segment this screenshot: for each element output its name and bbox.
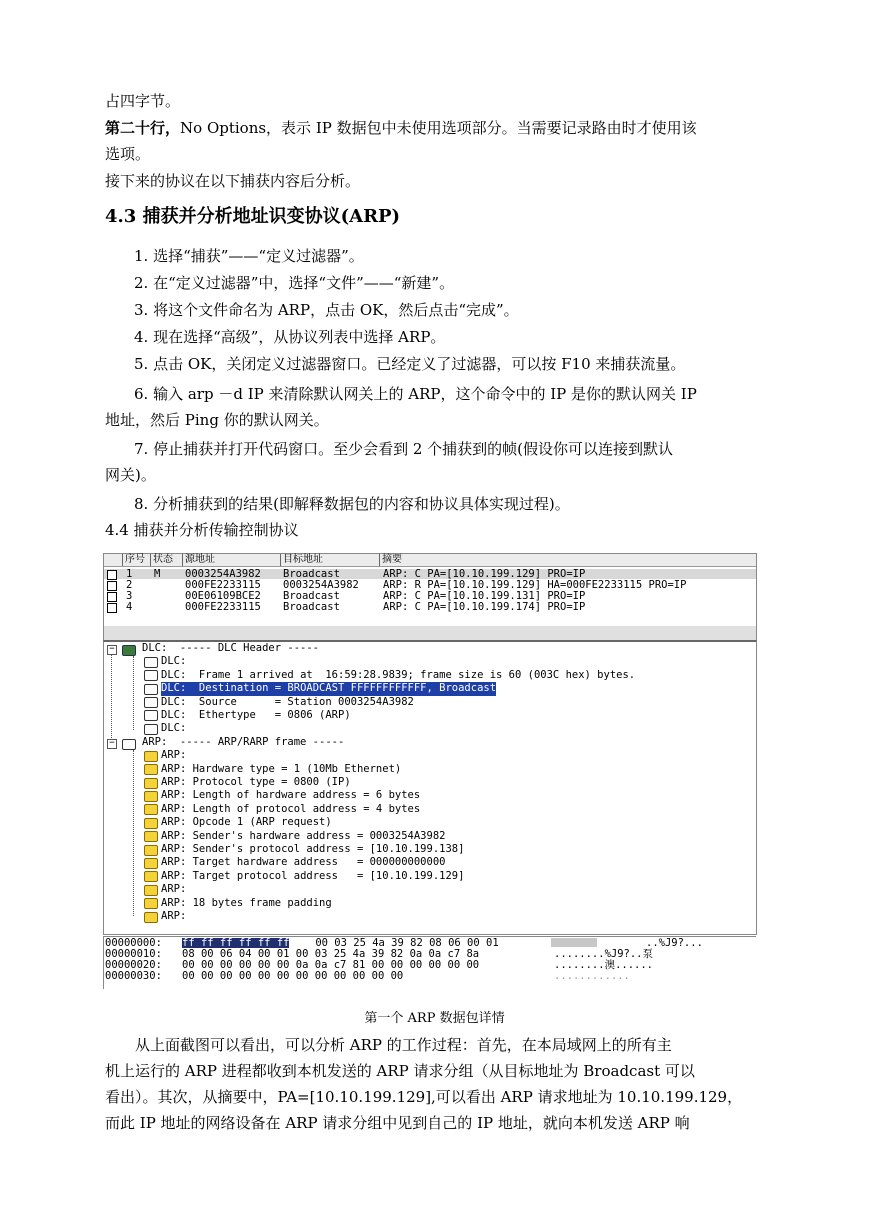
detail-tree bbox=[103, 640, 757, 935]
cell-src: 000FE2233115 bbox=[185, 601, 261, 613]
folder-icon bbox=[144, 845, 158, 856]
tree-line-text[interactable]: DLC: Frame 1 arrived at 16:59:28.9839; frame size is 60 (003C hex) bytes. bbox=[161, 668, 636, 681]
page-icon bbox=[144, 724, 158, 735]
folder-icon bbox=[144, 871, 158, 882]
table-row[interactable] bbox=[104, 580, 756, 590]
step-item: 1. 选择“捕获”——“定义过滤器”。 bbox=[134, 247, 364, 265]
tree-line-text[interactable]: ARP: Sender's protocol address = [10.10.199.138] bbox=[161, 843, 465, 855]
row-checkbox[interactable] bbox=[107, 570, 117, 580]
tree-line-text[interactable]: DLC: bbox=[161, 655, 187, 668]
paragraph-line: 从上面截图可以看出，可以分析 ARP 的工作过程：首先，在本局域网上的所有主 bbox=[105, 1036, 672, 1054]
step-continuation: 网关)。 bbox=[105, 466, 156, 484]
line-bold-lead: 第二十行， bbox=[105, 119, 181, 137]
text-line: 占四字节。 bbox=[105, 92, 181, 110]
cell-src: 0003254A3982 bbox=[185, 568, 261, 580]
tree-line-text[interactable]: ARP: Opcode 1 (ARP request) bbox=[161, 816, 332, 829]
tree-line-text[interactable]: ARP: Sender's hardware address = 0003254A3982 bbox=[161, 829, 446, 842]
tree-line-text[interactable]: ARP: bbox=[161, 883, 187, 896]
tree-line-text[interactable]: ARP: 18 bytes frame padding bbox=[161, 896, 332, 909]
text-line: 选项。 bbox=[105, 145, 151, 163]
folder-icon bbox=[144, 912, 158, 923]
tree-line-text[interactable]: ARP: Hardware type = 1 (10Mb Ethernet) bbox=[161, 762, 402, 775]
tree-node-arp[interactable]: ARP: ----- ARP/RARP frame ----- bbox=[142, 735, 345, 748]
cell-no: 3 bbox=[126, 590, 133, 602]
hex-ascii: ............ bbox=[554, 970, 630, 982]
step-item: 8. 分析捕获到的结果(即解释数据包的内容和协议具体实现过程)。 bbox=[134, 495, 570, 513]
text-line bbox=[105, 115, 765, 141]
tree-line bbox=[111, 650, 112, 746]
folder-icon bbox=[144, 778, 158, 789]
column-header-status[interactable]: 状态 bbox=[150, 554, 173, 566]
cell-dst: Broadcast bbox=[283, 568, 340, 580]
cell-summary: ARP: C PA=[10.10.199.174] PRO=IP bbox=[383, 601, 586, 613]
tree-line-text[interactable]: DLC: Ethertype = 0806 (ARP) bbox=[161, 709, 351, 721]
tree-line-text[interactable]: ARP: bbox=[161, 749, 187, 762]
column-header-no[interactable]: 序号 bbox=[122, 554, 145, 566]
tree-line bbox=[133, 750, 134, 916]
row-checkbox[interactable] bbox=[107, 603, 117, 613]
hex-bytes[interactable]: 00 00 00 00 00 00 0a 0a c7 81 00 00 00 00 00 00 bbox=[182, 959, 480, 971]
cell-no: 1 bbox=[126, 568, 133, 580]
page-icon bbox=[144, 697, 158, 708]
hex-bytes[interactable]: 00 03 25 4a 39 82 08 06 00 01 bbox=[309, 937, 499, 949]
text-line: 接下来的协议在以下捕获内容后分析。 bbox=[105, 172, 361, 190]
empty-area bbox=[104, 626, 756, 640]
page-icon bbox=[144, 670, 158, 681]
tree-line-text[interactable]: ARP: bbox=[161, 910, 187, 922]
step-item: 2. 在“定义过滤器”中，选择“文件”——“新建”。 bbox=[134, 274, 455, 292]
column-header-src[interactable]: 源地址 bbox=[182, 554, 215, 566]
cell-summary: ARP: C PA=[10.10.199.131] PRO=IP bbox=[383, 590, 586, 602]
section-title: 4.3 捕获并分析地址识变协议(ARP) bbox=[105, 206, 401, 227]
cell-src: 000FE2233115 bbox=[185, 579, 261, 591]
tree-line-text[interactable]: ARP: Target hardware address = 000000000000 bbox=[161, 856, 446, 869]
folder-icon bbox=[144, 751, 158, 762]
collapse-toggle[interactable]: − bbox=[107, 645, 117, 655]
tree-line-text[interactable]: ARP: Length of protocol address = 4 bytes bbox=[161, 802, 421, 815]
row-checkbox[interactable] bbox=[107, 581, 117, 591]
step-continuation: 地址，然后 Ping 你的默认网关。 bbox=[105, 411, 329, 429]
step-item: 5. 点击 OK，关闭定义过滤器窗口。已经定义了过滤器，可以按 F10 来捕获流量。 bbox=[134, 355, 686, 373]
page-icon bbox=[144, 710, 158, 721]
dlc-node-icon bbox=[122, 645, 136, 656]
row-checkbox[interactable] bbox=[107, 592, 117, 602]
table-row[interactable] bbox=[104, 591, 756, 601]
packet-list-header bbox=[104, 554, 756, 567]
hex-ascii: ..%J9?... bbox=[646, 937, 703, 949]
tree-node-dlc[interactable]: DLC: ----- DLC Header ----- bbox=[142, 642, 320, 654]
tree-line-text[interactable]: DLC: Source = Station 0003254A3982 bbox=[161, 695, 414, 708]
paragraph-line: 看出）。其次，从摘要中，PA=[10.10.199.129],可以看出 ARP 请求地址为 10.10.199.129， bbox=[105, 1088, 743, 1106]
analysis-paragraph bbox=[105, 1032, 765, 1136]
hex-offset: 00000000: bbox=[105, 937, 162, 949]
hex-offset: 00000020: bbox=[105, 959, 162, 971]
packet-list bbox=[103, 553, 757, 641]
folder-icon bbox=[144, 791, 158, 802]
cell-dst: 0003254A3982 bbox=[283, 579, 359, 591]
page-icon bbox=[144, 657, 158, 668]
step-item: 4. 现在选择“高级”，从协议列表中选择 ARP。 bbox=[134, 328, 446, 346]
step-item: 6. 输入 arp －d IP 来清除默认网关上的 ARP，这个命令中的 IP 是你的默认网关 IP bbox=[134, 385, 697, 403]
paragraph-line: 机上运行的 ARP 进程都收到本机发送的 ARP 请求分组（从目标地址为 Broadcast 可以 bbox=[105, 1062, 695, 1080]
cell-summary: ARP: C PA=[10.10.199.129] PRO=IP bbox=[383, 568, 586, 580]
cell-no: 4 bbox=[126, 601, 133, 613]
hex-pane bbox=[103, 936, 756, 989]
hex-offset: 00000030: bbox=[105, 970, 162, 982]
cell-status: M bbox=[154, 568, 161, 580]
hex-bytes[interactable]: 00 00 00 00 00 00 00 00 00 00 00 00 bbox=[182, 970, 404, 982]
figure-caption: 第一个 ARP 数据包详情 bbox=[364, 1011, 505, 1026]
paragraph-line: 而此 IP 地址的网络设备在 ARP 请求分组中见到自己的 IP 地址，就向本机发送 ARP 响 bbox=[105, 1114, 690, 1132]
tree-line bbox=[133, 656, 134, 730]
cell-src: 00E06109BCE2 bbox=[185, 590, 261, 602]
collapse-toggle[interactable]: − bbox=[107, 739, 117, 749]
table-row[interactable] bbox=[104, 569, 756, 579]
tree-line-text[interactable]: ARP: Protocol type = 0800 (IP) bbox=[161, 776, 351, 788]
folder-icon bbox=[144, 818, 158, 829]
column-header-summary[interactable]: 摘要 bbox=[379, 554, 402, 566]
step-item: 7. 停止捕获并打开代码窗口。至少会看到 2 个捕获到的帧(假设你可以连接到默认 bbox=[134, 440, 674, 458]
tree-line-text[interactable]: DLC: bbox=[161, 722, 187, 735]
cell-dst: Broadcast bbox=[283, 590, 340, 602]
checked-page-icon bbox=[144, 684, 158, 695]
cell-no: 2 bbox=[126, 579, 133, 591]
hex-ascii: ........澳...... bbox=[554, 959, 654, 971]
folder-icon bbox=[144, 898, 158, 909]
step-item: 3. 将这个文件命名为 ARP，点击 OK，然后点击“完成”。 bbox=[134, 301, 519, 319]
arp-node-icon bbox=[122, 739, 136, 750]
tree-line-text[interactable]: ARP: Length of hardware address = 6 bytes bbox=[161, 789, 421, 802]
tree-line-selected[interactable]: DLC: Destination = BROADCAST FFFFFFFFFFFF, Broadcast bbox=[161, 682, 497, 695]
ascii-selection bbox=[551, 938, 597, 947]
folder-icon bbox=[144, 831, 158, 842]
folder-icon bbox=[144, 885, 158, 896]
column-header-dst[interactable]: 目标地址 bbox=[280, 554, 323, 566]
folder-icon bbox=[144, 764, 158, 775]
folder-icon bbox=[144, 804, 158, 815]
hex-offset: 00000010: bbox=[105, 948, 162, 960]
line-rest: No Options，表示 IP 数据包中未使用选项部分。当需要记录路由时才使用该 bbox=[180, 119, 697, 137]
table-row[interactable] bbox=[104, 602, 756, 612]
folder-icon bbox=[144, 858, 158, 869]
tree-line-text[interactable]: ARP: Target protocol address = [10.10.199.129] bbox=[161, 869, 465, 882]
cell-summary: ARP: R PA=[10.10.199.129] HA=000FE2233115 PRO=IP bbox=[383, 579, 687, 591]
cell-dst: Broadcast bbox=[283, 601, 340, 613]
subsection-title: 4.4 捕获并分析传输控制协议 bbox=[105, 521, 299, 539]
hex-bytes-selected[interactable]: ff ff ff ff ff ff bbox=[182, 937, 290, 949]
hex-bytes[interactable]: 08 00 06 04 00 01 00 03 25 4a 39 82 0a 0a c7 8a bbox=[182, 948, 480, 960]
hex-ascii: ........%J9?..泵 bbox=[554, 948, 654, 960]
